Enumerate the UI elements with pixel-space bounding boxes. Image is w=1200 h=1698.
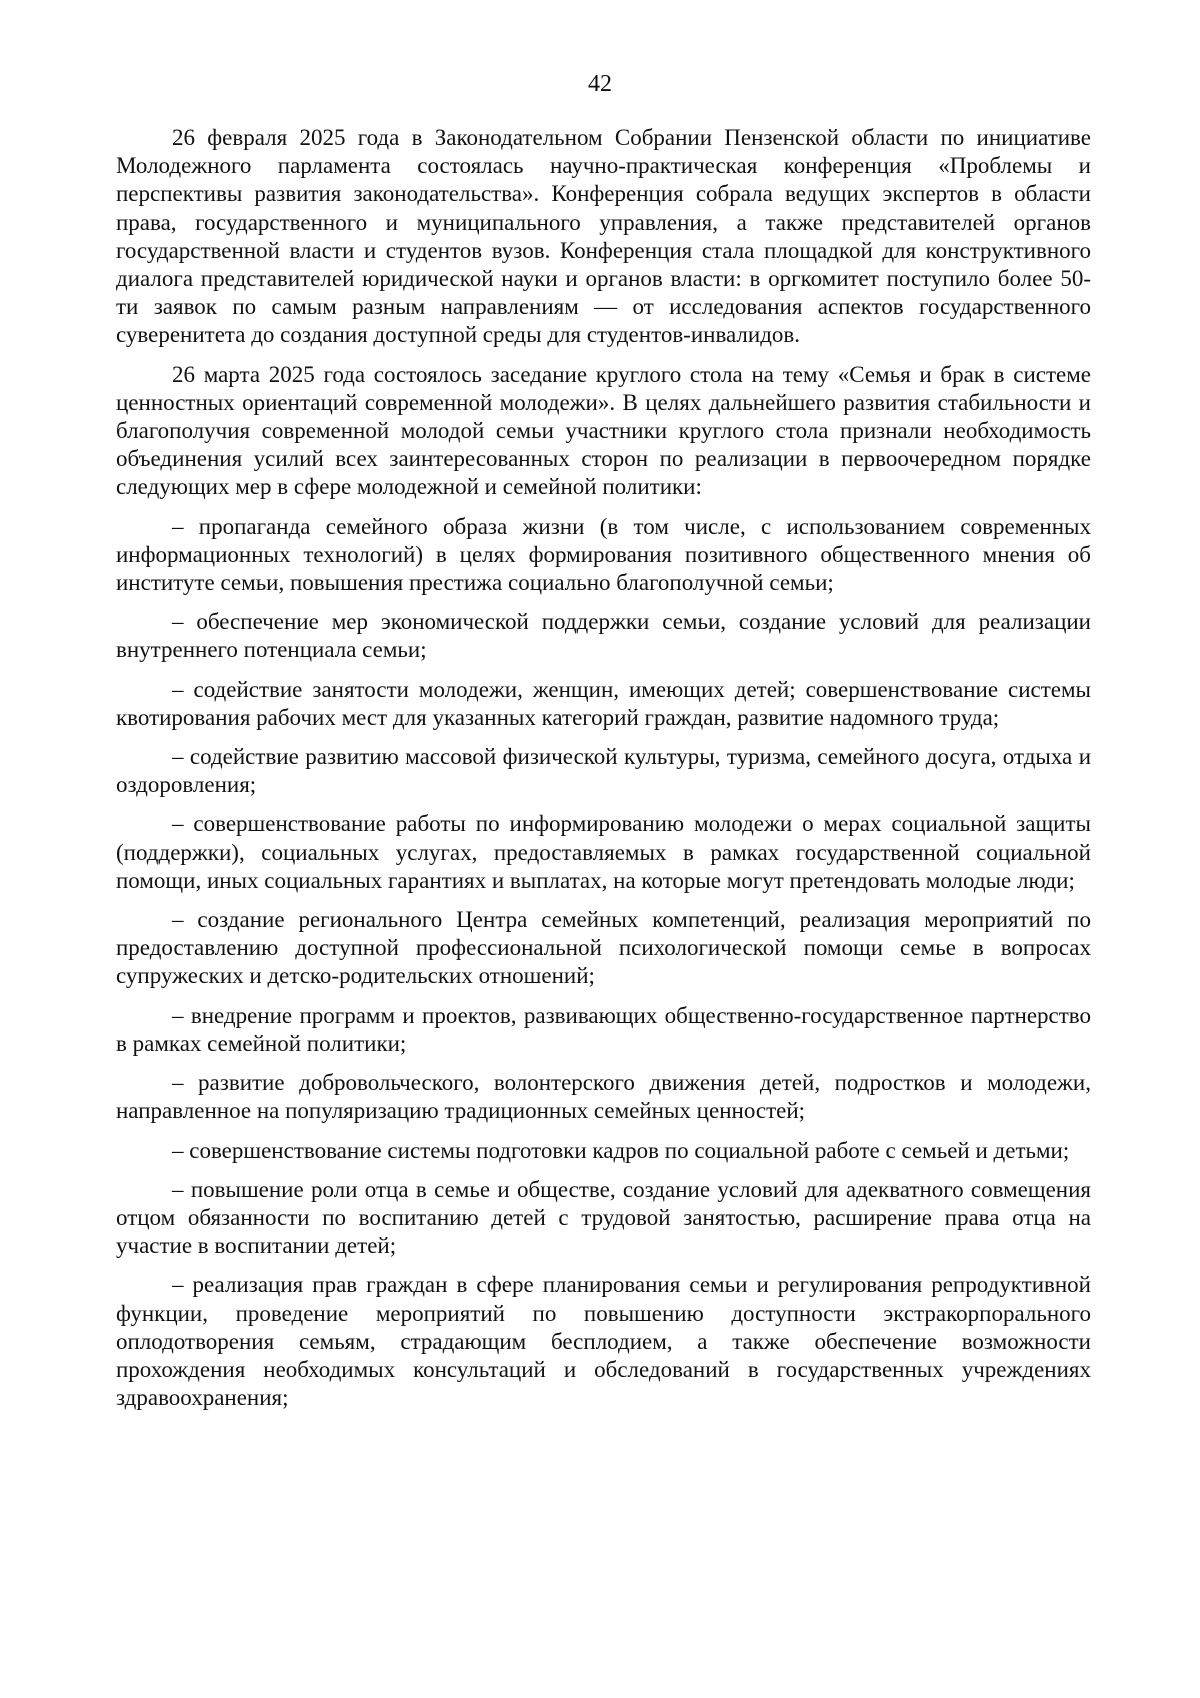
list-item: – совершенствование системы подготовки кадров по социальной работе с семьей и детьми;: [172, 1137, 1070, 1163]
list-item: – содействие занятости молодежи, женщин, имеющих детей; совершенствование системы квотирования рабочих мест для указанных категорий граждан, развитие надомного труда;: [116, 676, 1091, 730]
list-item: – реализация прав граждан в сфере планирования семьи и регулирования репродуктивной функции, проведение мероприятий по повышению доступности экстракорпорального оплодотворения семьям, страдающим бесплодием, а также обеспечение возможности прохождения необходимых консультаций и обследований в государственных учреждениях здравоохранения;: [116, 1272, 1091, 1411]
list-item: – развитие добровольческого, волонтерского движения детей, подростков и молодежи, направленное на популяризацию традиционных семейных ценностей;: [116, 1070, 1091, 1124]
list-item: – создание регионального Центра семейных компетенций, реализация мероприятий по предоставлению доступной профессиональной психологической помощи семье в вопросах супружеских и детско-родительских отношений;: [116, 907, 1091, 989]
page-number: 42: [588, 71, 612, 97]
list-item: – совершенствование работы по информированию молодежи о мерах социальной защиты (поддержки), социальных услугах, предоставляемых в рамках государственной социальной помощи, иных социальных гарантиях и выплатах, на которые могут претендовать молодые люди;: [116, 811, 1091, 893]
document-body: [116, 124, 1091, 1423]
paragraph-conference: 26 февраля 2025 года в Законодательном Собрании Пензенской области по инициативе Молодежного парламента состоялась научно-практическая конференция «Проблемы и перспективы развития законодательства». Конференция собрала ведущих экспертов в области права, государственного и муниципального управления, а также представителей органов государственной власти и студентов вузов. Конференция стала площадкой для конструктивного диалога представителей юридической науки и органов власти: в оргкомитет поступило более 50-ти заявок по самым разным направлениям — от исследования аспектов государственного суверенитета до создания доступной среды для студентов-инвалидов.: [116, 125, 1091, 348]
list-item: – обеспечение мер экономической поддержки семьи, создание условий для реализации внутреннего потенциала семьи;: [116, 609, 1091, 663]
list-item: – повышение роли отца в семье и обществе, создание условий для адекватного совмещения отцом обязанности по воспитанию детей с трудовой занятостью, расширение права отца на участие в воспитании детей;: [116, 1176, 1091, 1259]
list-item: – внедрение программ и проектов, развивающих общественно-государственное партнерство в рамках семейной политики;: [116, 1002, 1091, 1056]
paragraph-round-table: 26 марта 2025 года состоялось заседание круглого стола на тему «Семья и брак в системе ценностных ориентаций современной молодежи». В целях дальнейшего развития стабильности и благополучия современной молодой семьи участники круглого стола признали необходимость объединения усилий всех заинтересованных сторон по реализации в первоочередном порядке следующих мер в сфере молодежной и семейной политики:: [116, 361, 1091, 500]
list-item: – содействие развитию массовой физической культуры, туризма, семейного досуга, отдыха и оздоровления;: [116, 744, 1091, 798]
list-item: – пропаганда семейного образа жизни (в том числе, с использованием современных информационных технологий) в целях формирования позитивного общественного мнения об институте семьи, повышения престижа социально благополучной семьи;: [116, 513, 1091, 596]
